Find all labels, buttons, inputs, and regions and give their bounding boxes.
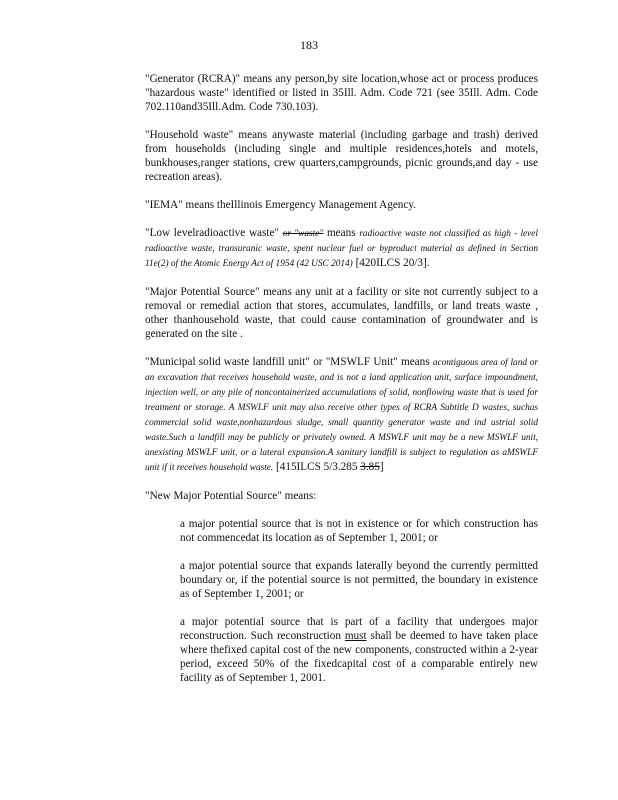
citation: [415ILCS 5/3.285 [276,461,358,473]
definition-major-potential-source: "Major Potential Source" means any unit at a facility or site not currently subject to a removal or remedial action that stores, accumulates, landfills, or land treats waste , other thanhousehold waste, that could cause contamination of groundwater and is generated on the site . [145,286,538,340]
definitions-block [145,72,538,685]
list-item: a major potential source that is not in existence or for which construction has not commencedat its location as of September 1, 2001; or [180,518,538,544]
definition-generator: "Generator (RCRA)" means any person,by site location,whose act or process produces "hazardous waste" identified or listed in 35Ill. Adm. Code 721 (see 35Ill. Adm. Code 702.110and35Ill.Adm. Code 730.103). [145,73,538,113]
term-low-level: "Low levelradioactive waste" [145,227,279,239]
citation: [420ILCS 20/3]. [355,257,430,269]
means-word: means [326,227,356,239]
inserted-definition-text: acontiguous area of land or an excavation that receives household waste, and is not a land application unit, surface impoundment, injection well, or any pile of noncontainerized accumulations of solid, nonflowing waste that is used for treatment or storage. A MSWLF unit may also receive other types of RCRA Subtitle D wastes, suchas commercial solid waste,nonhazardous sludge, small quantity generator waste and ind ustrial solid waste.Such a landfill may be publicly or privately owned. A MSWLF unit may be a new MSWLF unit, anexisting MSWLF unit, or a lateral expansion.A sanitary landfill is subject to regulation as aMSWLF unit if it receives household waste. [145,358,539,473]
list-item: a major potential source that expands laterally beyond the currently permitted boundary or, if the potential source is not permitted, the boundary in existence as of September 1, 2001; or [180,560,538,600]
term-mswlf: "Municipal solid waste landfill unit" or "MSWLF Unit" means [145,356,430,368]
struck-text: must [344,630,367,642]
page-number: 183 [300,38,318,52]
citation-close: ] [379,461,384,473]
definition-new-major-potential-source: "New Major Potential Source" means: [145,490,317,502]
definition-mswlf [145,355,538,475]
list-item [180,615,538,685]
definition-iema: "IEMA" means theIllinois Emergency Management Agency. [145,199,417,211]
list-item-text: a major potential source that is part of a facility that undergoes major reconstruction. Such reconstruction [180,616,538,642]
list-item-text: shall be deemed to have taken place where thefixed capital cost of the new components, constructed within a 2-year period, exceed 50% of the fixedcapital cost of a comparable entirely new facility as of September 1, 2001. [180,630,539,684]
struck-text: or "waste" [282,229,324,239]
definition-household-waste: "Household waste" means anywaste material (including garbage and trash) derived from households (including single and multiple residences,hotels and motels, bunkhouses,ranger stations, crew quarters,campgrounds, picnic grounds,and day - use recreation areas). [145,129,538,183]
inserted-definition-text: radioactive waste not classified as high - level radioactive waste, transuranic waste, spent nuclear fuel or byproduct material as defined in Section 11e(2) of the Atomic Energy Act of 1954 (42 USC 2014) [145,229,539,269]
definition-low-level-radioactive-waste [145,226,538,271]
struck-text: 3.85 [360,461,380,473]
